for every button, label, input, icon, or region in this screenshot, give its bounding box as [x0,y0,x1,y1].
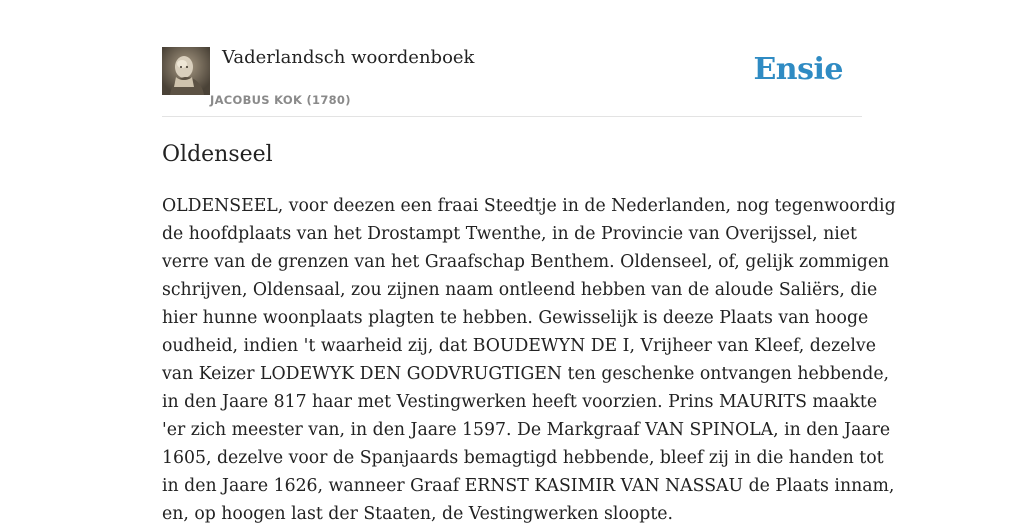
book-header [162,46,862,117]
entry-line: hier hunne woonplaats plagten te hebben. Gewisselijk is deeze Plaats van hooge [162,308,869,328]
entry-line: en, op hoogen last der Staaten, de Vestingwerken sloopte. [162,504,673,524]
book-author[interactable]: JACOBUS KOK (1780) [210,93,351,107]
entry-line: oudheid, indien 't waarheid zij, dat BOUDEWYN DE I, Vrijheer van Kleef, dezelve [162,336,876,356]
entry-line: de hoofdplaats van het Drostampt Twenthe, in de Provincie van Overijssel, niet [162,224,857,244]
entry-line: 1605, dezelve voor de Spanjaards bemagtigd hebbende, bleef zij in die handen tot [162,448,884,468]
entry-body [162,192,896,528]
entry-line: van Keizer LODEWYK DEN GODVRUGTIGEN ten geschenke ontvangen hebbende, [162,364,890,384]
entry-line: in den Jaare 1626, wanneer Graaf ERNST KASIMIR VAN NASSAU de Plaats innam, [162,476,895,496]
entry-line: in den Jaare 817 haar met Vestingwerken heeft voorzien. Prins MAURITS maakte [162,392,878,412]
entry-line: 'er zich meester van, in den Jaare 1597. De Markgraaf VAN SPINOLA, in den Jaare [162,420,891,440]
book-title[interactable]: Vaderlandsch woordenboek [222,47,475,68]
author-avatar[interactable] [162,47,210,95]
entry-line: schrijven, Oldensaal, zou zijnen naam ontleend hebben van de aloude Saliërs, die [162,280,878,300]
entry-title: Oldenseel [162,142,273,167]
entry-line: OLDENSEEL, voor deezen een fraai Steedtje in de Nederlanden, nog tegenwoordig [162,196,896,216]
portrait-avatar-icon [162,47,210,95]
ensie-logo[interactable]: Ensie [753,52,843,87]
entry-line: verre van de grenzen van het Graafschap Benthem. Oldenseel, of, gelijk zommigen [162,252,890,272]
